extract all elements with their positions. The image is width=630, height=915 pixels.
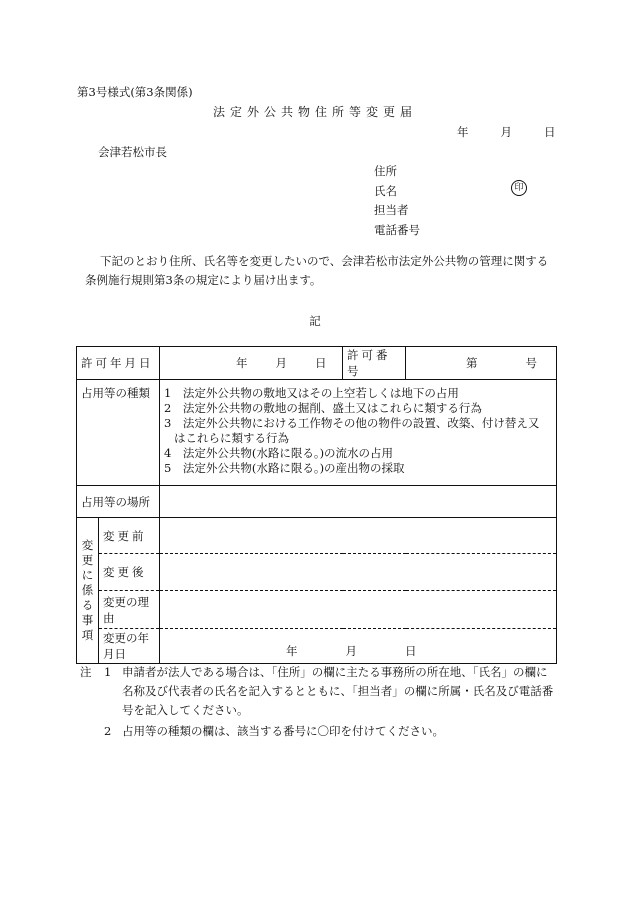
occupancy-type-option[interactable]: 3 法定外公共物における工作物その他の物件の設置、改築、付け替え又	[164, 416, 540, 430]
change-month: 月	[345, 644, 357, 658]
permit-day: 日	[315, 356, 327, 370]
change-section-label: 変 更 に 係 る 事 項	[77, 518, 99, 664]
note-text: 申請者が法人である場合は、「住所」の欄に主たる事務所の所在地、「氏名」の欄に名称及び代表者の氏名を記入するとともに、「担当者」の欄に所属・氏名及び電話番号を記入してください。	[122, 665, 554, 717]
page-title: 法定外公共物住所等変更届	[212, 105, 417, 119]
permit-number-value[interactable]	[406, 347, 557, 380]
occupancy-type-option[interactable]: 4 法定外公共物(水路に限る。)の流水の占用	[164, 446, 394, 460]
after-value[interactable]	[160, 554, 557, 591]
ki-heading: 記	[309, 314, 321, 328]
change-date-label: 変更の年月日	[99, 629, 160, 664]
change-day: 日	[405, 644, 417, 658]
addressee: 会津若松市長	[98, 145, 167, 159]
occupancy-type-option[interactable]: 5 法定外公共物(水路に限る。)の産出物の採取	[164, 461, 405, 475]
permit-date-value[interactable]	[160, 347, 343, 380]
change-year: 年	[286, 644, 298, 658]
submission-date	[457, 124, 556, 140]
occupancy-type-option[interactable]: 2 法定外公共物の敷地の掘削、盛土又はこれらに類する行為	[164, 401, 482, 415]
permit-dai: 第	[466, 356, 478, 370]
note-number: 2	[104, 724, 112, 738]
permit-number-label: 許可番号	[343, 347, 406, 380]
occupancy-type-label: 占用等の種類	[77, 380, 160, 486]
reason-value[interactable]	[160, 591, 557, 629]
form-table	[76, 346, 557, 664]
date-month: 月	[500, 125, 512, 139]
date-day: 日	[544, 125, 556, 139]
note-item	[80, 663, 555, 720]
occupancy-place-label: 占用等の場所	[77, 486, 160, 518]
permit-date-label: 許可年月日	[77, 347, 160, 380]
occupancy-place-row	[77, 486, 557, 518]
note-mark: 注	[80, 665, 92, 679]
occupancy-type-option-cont: はこれらに類する行為	[174, 431, 289, 445]
occupancy-type-row	[77, 380, 557, 486]
address-label: 住所	[374, 164, 397, 178]
note-number: 1	[104, 665, 112, 679]
permit-go: 号	[525, 356, 537, 370]
occupancy-place-value[interactable]	[160, 486, 557, 518]
occupancy-type-option[interactable]: 1 法定外公共物の敷地又はその上空若しくは地下の占用	[164, 386, 459, 400]
body-text: 下記のとおり住所、氏名等を変更したいので、会津若松市法定外公共物の管理に関する条例施行規則第3条の規定により届け出ます。	[85, 254, 549, 287]
phone-label: 電話番号	[374, 222, 420, 237]
change-date-value[interactable]	[160, 629, 557, 664]
before-value[interactable]	[160, 518, 557, 554]
after-row	[77, 554, 557, 591]
contact-person-label: 担当者	[374, 203, 409, 217]
seal-mark: 印	[511, 180, 527, 196]
reason-label: 変更の理由	[99, 591, 160, 629]
notes	[80, 663, 555, 741]
name-label: 氏名	[374, 183, 397, 198]
reason-row	[77, 591, 557, 629]
permit-year: 年	[236, 356, 248, 370]
permit-row	[77, 347, 557, 380]
note-item	[80, 722, 555, 741]
permit-month: 月	[275, 356, 287, 370]
applicant-fields	[374, 162, 420, 240]
occupancy-type-options[interactable]	[160, 380, 557, 486]
before-row	[77, 518, 557, 554]
before-label: 変更前	[99, 518, 160, 554]
note-text: 占用等の種類の欄は、該当する番号に〇印を付けてください。	[122, 724, 444, 738]
after-label: 変更後	[99, 554, 160, 591]
form-id: 第3号様式(第3条関係)	[77, 85, 193, 99]
change-date-row	[77, 629, 557, 664]
date-year: 年	[457, 125, 469, 139]
